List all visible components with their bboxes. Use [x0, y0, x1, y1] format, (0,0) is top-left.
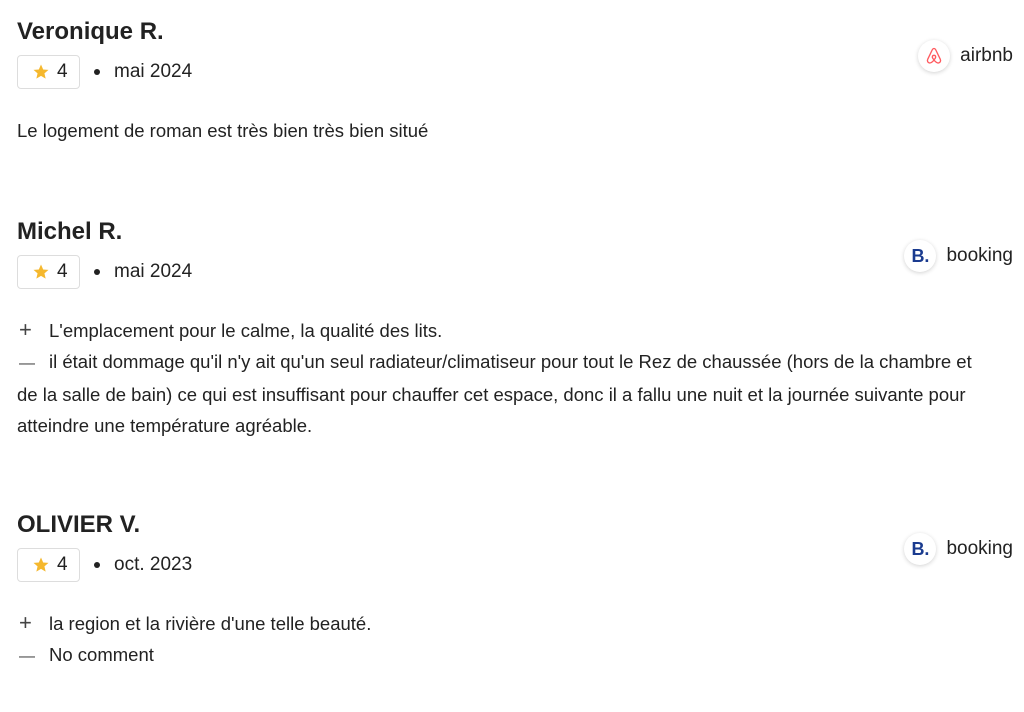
source-name: booking [946, 245, 1013, 266]
review-comments [17, 314, 972, 441]
positive-comment [17, 607, 371, 639]
negative-text-line: de la salle de bain) ce qui est insuffisant pour chauffer cet espace, donc il a fallu une nuit et la journée suivante pour [17, 384, 966, 405]
rating-badge [17, 548, 80, 582]
reviewer-name: Michel R. [17, 218, 123, 245]
review-text: Le logement de roman est très bien très bien situé [17, 120, 429, 141]
review-card [17, 511, 1013, 691]
review-date: mai 2024 [114, 261, 193, 282]
negative-text-line: atteindre une température agréable. [17, 415, 313, 436]
review-card [17, 18, 1013, 148]
star-icon [32, 263, 50, 281]
rating-value: 4 [57, 554, 68, 575]
negative-text-line: il était dommage qu'il n'y ait qu'un seul radiateur/climatiseur pour tout le Rez de chaussée (hors de la chambre et [49, 351, 972, 372]
source-name: booking [946, 538, 1013, 559]
booking-logo-text: B. [911, 538, 930, 559]
separator-dot [94, 69, 100, 75]
positive-text: L'emplacement pour le calme, la qualité des lits. [49, 320, 443, 341]
review-card [17, 218, 1013, 448]
minus-icon: — [19, 648, 35, 665]
negative-text: No comment [49, 644, 154, 665]
review-source [918, 38, 1013, 74]
reviewer-name: Veronique R. [17, 18, 164, 45]
negative-comment [17, 639, 371, 672]
source-name: airbnb [960, 45, 1013, 66]
reviewer-name: OLIVIER V. [17, 511, 141, 538]
positive-text: la region et la rivière d'une telle beauté. [49, 613, 372, 634]
review-meta [17, 254, 192, 290]
rating-value: 4 [57, 61, 68, 82]
positive-comment [17, 314, 972, 346]
rating-value: 4 [57, 261, 68, 282]
plus-icon: + [19, 317, 32, 342]
booking-logo-text: B. [911, 245, 930, 266]
rating-badge [17, 55, 80, 89]
review-source [904, 531, 1013, 567]
review-meta [17, 547, 192, 583]
review-date: mai 2024 [114, 61, 193, 82]
review-comments [17, 607, 371, 672]
booking-icon [904, 533, 936, 565]
separator-dot [94, 562, 100, 568]
plus-icon: + [19, 610, 32, 635]
review-date: oct. 2023 [114, 554, 193, 575]
booking-icon [904, 240, 936, 272]
rating-badge [17, 255, 80, 289]
star-icon [32, 556, 50, 574]
minus-icon: — [19, 355, 35, 372]
separator-dot [94, 269, 100, 275]
airbnb-icon [918, 40, 950, 72]
review-source [904, 238, 1013, 274]
negative-comment [17, 346, 972, 379]
review-meta [17, 54, 192, 90]
star-icon [32, 63, 50, 81]
